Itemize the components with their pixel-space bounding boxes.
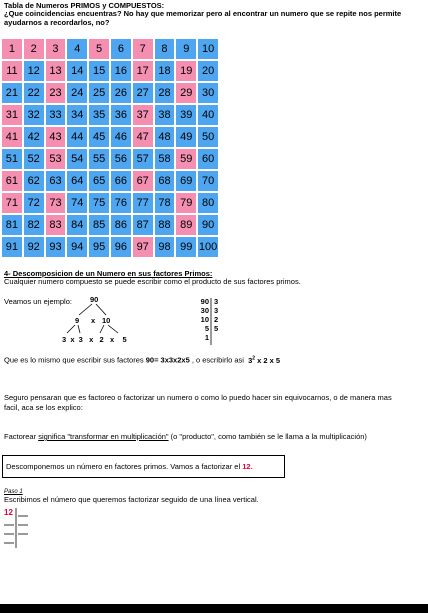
number-cell-35: 35 [89,105,109,125]
number-cell-76: 76 [111,193,131,213]
ladder-divisor: 3 [214,306,219,315]
number-cell-43: 43 [46,127,66,147]
number-cell-75: 75 [89,193,109,213]
number-cell-64: 64 [67,171,87,191]
number-cell-77: 77 [133,193,153,213]
tree-root: 90 [90,295,99,304]
number-cell-67: 67 [133,171,153,191]
example-box [2,455,285,478]
number-cell-11: 11 [2,61,22,81]
number-cell-32: 32 [24,105,44,125]
factor-stub [3,508,33,548]
number-cell-94: 94 [67,237,87,257]
number-cell-85: 85 [89,215,109,235]
example-label: Veamos un ejemplo: [4,297,72,306]
fact-underlined: significa "transformar en multiplicación" [38,432,169,441]
number-cell-23: 23 [46,83,66,103]
number-cell-69: 69 [176,171,196,191]
tree-leaves: 3 x 3 x 2 x 5 [62,335,127,344]
number-cell-3: 3 [46,39,66,59]
bottom-bar [0,604,428,613]
factorear-definition [4,432,367,441]
number-cell-29: 29 [176,83,196,103]
result-prefix: Que es lo mismo que escribir sus factores [4,355,144,365]
number-cell-33: 33 [46,105,66,125]
number-cell-100: 100 [198,237,218,257]
number-cell-50: 50 [198,127,218,147]
page-subtitle: ¿Que coincidencias encuentras? No hay que memorizar pero al encontrar un numero que se repite nos permite ayudarnos a recordarlos, no? [4,9,402,27]
number-cell-95: 95 [89,237,109,257]
number-cell-57: 57 [133,149,153,169]
stub-number: 12 [4,508,13,517]
ladder-divisor: 2 [214,315,219,324]
number-cell-89: 89 [176,215,196,235]
number-cell-24: 24 [67,83,87,103]
number-cell-71: 71 [2,193,22,213]
number-cell-54: 54 [67,149,87,169]
number-cell-44: 44 [67,127,87,147]
number-cell-70: 70 [198,171,218,191]
number-cell-22: 22 [24,83,44,103]
number-cell-81: 81 [2,215,22,235]
number-cell-40: 40 [198,105,218,125]
number-cell-5: 5 [89,39,109,59]
number-cell-72: 72 [24,193,44,213]
number-cell-55: 55 [89,149,109,169]
number-cell-25: 25 [89,83,109,103]
number-cell-31: 31 [2,105,22,125]
number-cell-34: 34 [67,105,87,125]
number-cell-6: 6 [111,39,131,59]
number-cell-1: 1 [2,39,22,59]
result-power-base: 3 [248,355,253,365]
number-cell-41: 41 [2,127,22,147]
number-cell-7: 7 [133,39,153,59]
ladder-dividend: 30 [200,306,209,315]
number-cell-96: 96 [111,237,131,257]
ladder-dividend: 5 [204,324,209,333]
number-cell-12: 12 [24,61,44,81]
number-cell-20: 20 [198,61,218,81]
number-cell-63: 63 [46,171,66,191]
number-cell-65: 65 [89,171,109,191]
number-cell-49: 49 [176,127,196,147]
number-cell-39: 39 [176,105,196,125]
number-cell-26: 26 [111,83,131,103]
number-cell-60: 60 [198,149,218,169]
number-cell-62: 62 [24,171,44,191]
number-cell-66: 66 [111,171,131,191]
number-cell-38: 38 [155,105,175,125]
result-tail: x 2 x 5 [257,355,281,365]
number-cell-28: 28 [155,83,175,103]
explanation-paragraph: Seguro pensaran que es factoreo o factorizar un numero o como lo puedo hacer sin equivocarnos, o de manera mas facil, aca se los explico: [4,393,392,412]
primes-table [2,39,218,257]
tree-times: x [91,316,96,325]
step-text: Escribimos el número que queremos factorizar seguido de una línea vertical. [4,495,259,504]
number-cell-87: 87 [133,215,153,235]
number-cell-10: 10 [198,39,218,59]
number-cell-80: 80 [198,193,218,213]
number-cell-86: 86 [111,215,131,235]
number-cell-56: 56 [111,149,131,169]
number-cell-98: 98 [155,237,175,257]
tree-left: 9 [75,316,80,325]
number-cell-2: 2 [24,39,44,59]
number-cell-21: 21 [2,83,22,103]
number-cell-19: 19 [176,61,196,81]
factor-tree [58,295,148,347]
number-cell-42: 42 [24,127,44,147]
number-cell-73: 73 [46,193,66,213]
ladder-divisor: 3 [214,297,219,306]
section-intro: Cualquier numero compuesto se puede escribir como el producto de sus factores primos. [4,277,301,286]
number-cell-88: 88 [155,215,175,235]
ladder-divisor: 5 [214,324,219,333]
number-cell-8: 8 [155,39,175,59]
box-text: Descomponemos un número en factores primos. Vamos a factorizar el [6,462,241,471]
number-cell-83: 83 [46,215,66,235]
number-cell-51: 51 [2,149,22,169]
number-cell-93: 93 [46,237,66,257]
number-cell-30: 30 [198,83,218,103]
number-cell-58: 58 [155,149,175,169]
step-label: Paso 1 [4,489,23,495]
number-cell-36: 36 [111,105,131,125]
number-cell-4: 4 [67,39,87,59]
result-power-exp: 2 [252,355,256,361]
number-cell-82: 82 [24,215,44,235]
number-cell-99: 99 [176,237,196,257]
number-cell-92: 92 [24,237,44,257]
number-cell-46: 46 [111,127,131,147]
section-title: 4- Descomposicion de un Numero en sus factores Primos: [4,269,213,278]
number-cell-53: 53 [46,149,66,169]
number-cell-37: 37 [133,105,153,125]
box-number: 12. [242,462,253,471]
number-cell-16: 16 [111,61,131,81]
number-cell-79: 79 [176,193,196,213]
number-cell-78: 78 [155,193,175,213]
number-cell-59: 59 [176,149,196,169]
page-title: Tabla de Numeros PRIMOS y COMPUESTOS: [4,1,165,10]
number-cell-84: 84 [67,215,87,235]
number-cell-14: 14 [67,61,87,81]
number-cell-15: 15 [89,61,109,81]
number-cell-47: 47 [133,127,153,147]
division-ladder [198,297,228,357]
number-cell-48: 48 [155,127,175,147]
number-cell-97: 97 [133,237,153,257]
number-cell-18: 18 [155,61,175,81]
number-cell-52: 52 [24,149,44,169]
number-cell-90: 90 [198,215,218,235]
number-cell-27: 27 [133,83,153,103]
number-cell-45: 45 [89,127,109,147]
number-cell-13: 13 [46,61,66,81]
result-mid: , o escribirlo asi [191,355,244,365]
fact-prefix: Factorear [4,432,37,441]
ladder-dividend: 90 [200,297,209,306]
result-line [4,355,280,365]
number-cell-9: 9 [176,39,196,59]
ladder-dividend: 1 [204,333,209,342]
ladder-dividend: 10 [200,315,209,324]
tree-right: 10 [102,316,111,325]
result-bold: 90= 3x3x2x5 [145,355,190,365]
fact-tail: (o "producto", como también se le llama a la multiplicación) [168,432,367,441]
number-cell-17: 17 [133,61,153,81]
number-cell-74: 74 [67,193,87,213]
number-cell-91: 91 [2,237,22,257]
number-cell-68: 68 [155,171,175,191]
number-cell-61: 61 [2,171,22,191]
